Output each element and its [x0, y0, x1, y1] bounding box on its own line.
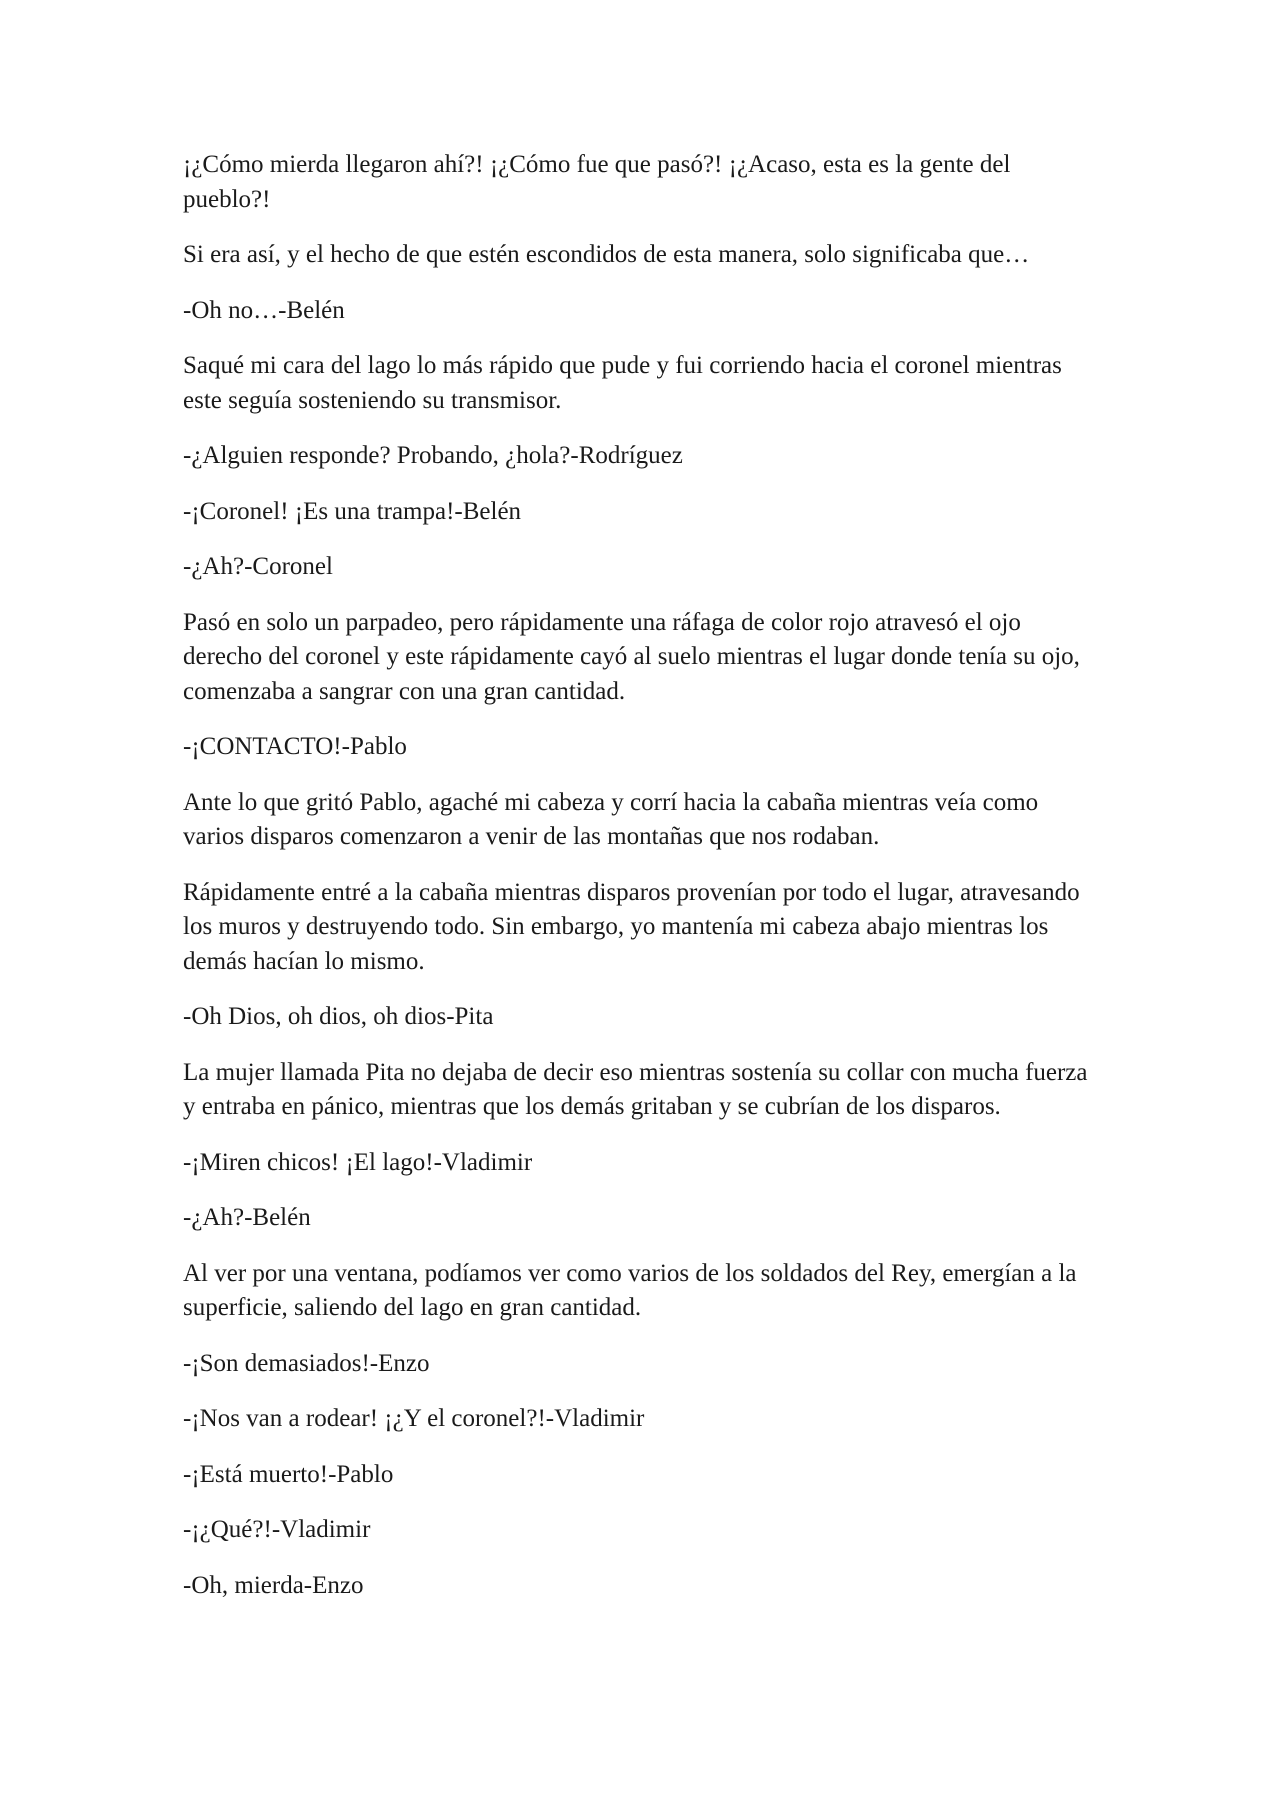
- dialogue-line: -¿Alguien responde? Probando, ¿hola?-Rodríguez: [183, 442, 683, 469]
- paragraph: Ante lo que gritó Pablo, agaché mi cabeza y corrí hacia la cabaña mientras veía como varios disparos comenzaron a venir de las montañas que nos rodaban.: [183, 788, 1039, 850]
- dialogue-line: -Oh no…-Belén: [183, 296, 345, 324]
- dialogue-line: -¡Nos van a rodear! ¡¿Y el coronel?!-Vladimir: [183, 1405, 645, 1432]
- paragraph: Pasó en solo un parpadeo, pero rápidamente una ráfaga de color rojo atravesó el ojo derecho del coronel y este rápidamente cayó al suelo mientras el lugar donde tenía su ojo, comenzaba a sangrar con una gran cantidad.: [183, 608, 1080, 705]
- paragraph: Al ver por una ventana, podíamos ver como varios de los soldados del Rey, emergían a la superficie, saliendo del lago en gran cantidad.: [183, 1259, 1077, 1321]
- dialogue-line: -¿Ah?-Coronel: [183, 553, 333, 580]
- dialogue-line: -Oh Dios, oh dios, oh dios-Pita: [183, 1003, 494, 1030]
- dialogue-line: -¡Está muerto!-Pablo: [183, 1460, 394, 1488]
- dialogue-line: -Oh, mierda-Enzo: [183, 1571, 364, 1599]
- dialogue-line: -¡CONTACTO!-Pablo: [183, 733, 407, 760]
- dialogue-line: -¡¿Qué?!-Vladimir: [183, 1516, 371, 1543]
- paragraph: Saqué mi cara del lago lo más rápido que pude y fui corriendo hacia el coronel mientras este seguía sosteniendo su transmisor.: [183, 352, 1062, 414]
- dialogue-line: -¿Ah?-Belén: [183, 1204, 311, 1231]
- paragraph: La mujer llamada Pita no dejaba de decir eso mientras sostenía su collar con mucha fuerza y entraba en pánico, mientras que los demás gritaban y se cubrían de los disparos.: [183, 1058, 1088, 1120]
- dialogue-line: -¡Coronel! ¡Es una trampa!-Belén: [183, 497, 522, 525]
- dialogue-line: -¡Son demasiados!-Enzo: [183, 1349, 430, 1377]
- dialogue-line: -¡Miren chicos! ¡El lago!-Vladimir: [183, 1148, 533, 1176]
- document-body: [183, 148, 1103, 1624]
- paragraph: ¡¿Cómo mierda llegaron ahí?! ¡¿Cómo fue que pasó?! ¡¿Acaso, esta es la gente del pueblo?!: [183, 151, 1011, 213]
- paragraph: Rápidamente entré a la cabaña mientras disparos provenían por todo el lugar, atravesando los muros y destruyendo todo. Sin embargo, yo mantenía mi cabeza abajo mientras los demás hacían lo mismo.: [183, 878, 1080, 975]
- paragraph: Si era así, y el hecho de que estén escondidos de esta manera, solo significaba que…: [183, 241, 1030, 268]
